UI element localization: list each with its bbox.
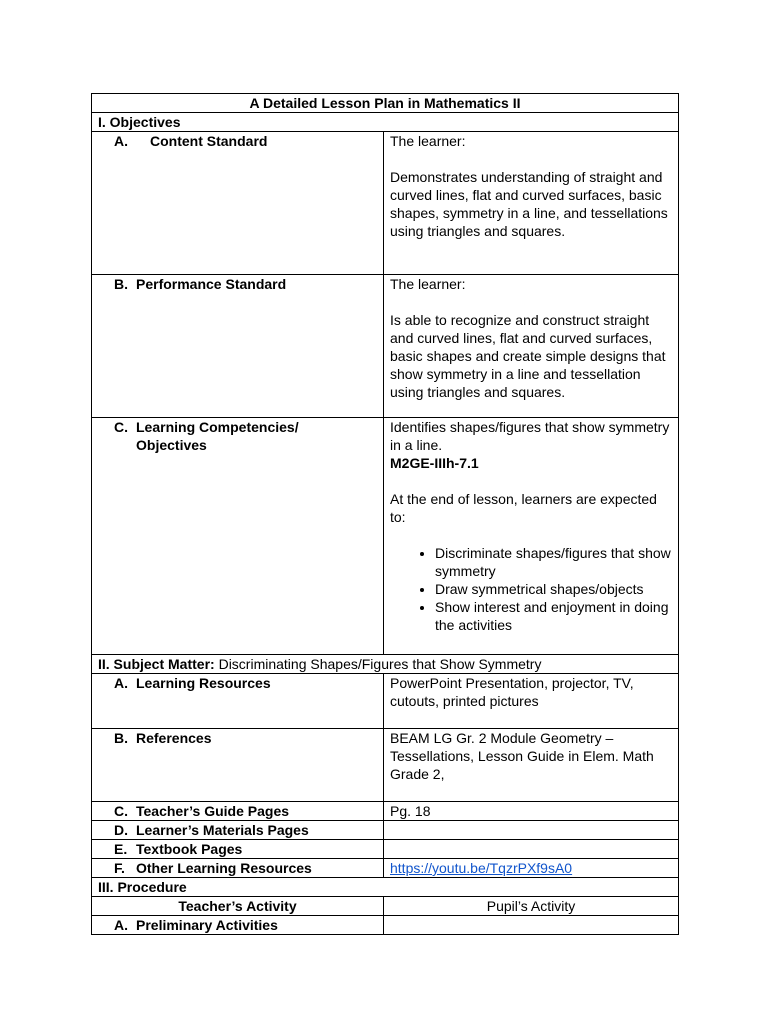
teacher-activity-header: Teacher’s Activity [92,897,384,916]
pupil-activity-header: Pupil’s Activity [384,897,679,916]
teachers-guide-value: Pg. 18 [384,802,679,821]
performance-standard-intro: The learner: [390,276,466,292]
performance-standard-label: B. Performance Standard [92,275,384,418]
content-standard-label: A. Content Standard [92,132,384,275]
learning-competencies-label: C. Learning Competencies/ Objectives [92,418,384,655]
subject-matter-topic: Discriminating Shapes/Figures that Show Symmetry [218,656,542,672]
learners-materials-label: D. Learner’s Materials Pages [92,821,384,840]
preliminary-label: A. Preliminary Activities [92,916,384,935]
youtube-link[interactable]: https://youtu.be/TqzrPXf9sA0 [390,860,573,876]
references-label: B. References [92,729,384,802]
other-resources-label: F. Other Learning Resources [92,859,384,878]
textbook-label: E. Textbook Pages [92,840,384,859]
other-resources-row [92,859,679,878]
objectives-bullet-list [390,544,672,634]
title-row [92,94,679,113]
preliminary-value [384,916,679,935]
learners-materials-value [384,821,679,840]
list-item: • Show interest and enjoyment in doing the activities [435,598,672,634]
objectives-heading-row [92,113,679,132]
performance-standard-row [92,275,679,418]
competency-code: M2GE-IIIh-7.1 [390,455,479,471]
lesson-title: A Detailed Lesson Plan in Mathematics II [92,94,679,113]
learning-resources-label: A. Learning Resources [92,674,384,729]
content-standard-intro: The learner: [390,133,466,149]
performance-standard-value [384,275,679,418]
references-value: BEAM LG Gr. 2 Module Geometry – Tessellations, Lesson Guide in Elem. Math Grade 2, [384,729,679,802]
learning-competencies-value [384,418,679,655]
other-resources-value [384,859,679,878]
references-row [92,729,679,802]
procedure-heading: III. Procedure [92,878,679,897]
procedure-columns-row [92,897,679,916]
content-standard-row [92,132,679,275]
textbook-row [92,840,679,859]
learning-resources-row [92,674,679,729]
teachers-guide-label: C. Teacher’s Guide Pages [92,802,384,821]
content-standard-text: Demonstrates understanding of straight and curved lines, flat and curved surfaces, basic shapes, symmetry in a line, and tessellations using triangles and squares. [390,169,668,239]
learning-competencies-row [92,418,679,655]
subject-matter-heading-cell [92,655,679,674]
procedure-heading-row [92,878,679,897]
learning-resources-value: PowerPoint Presentation, projector, TV, cutouts, printed pictures [384,674,679,729]
teachers-guide-row [92,802,679,821]
learners-materials-row [92,821,679,840]
subject-matter-heading: II. Subject Matter: [98,656,215,672]
performance-standard-text: Is able to recognize and construct straight and curved lines, flat and curved surfaces, basic shapes and create simple designs that show symmetry in a line and tessellation using triangles and squares. [390,312,666,400]
objectives-heading: I. Objectives [92,113,679,132]
list-item: • Draw symmetrical shapes/objects [435,580,672,598]
subject-matter-row [92,655,679,674]
textbook-value [384,840,679,859]
competency-text: Identifies shapes/figures that show symmetry in a line. [390,419,670,453]
content-standard-value [384,132,679,275]
preliminary-row [92,916,679,935]
lesson-plan-table [91,93,679,935]
expected-text: At the end of lesson, learners are expected to: [390,491,657,525]
list-item: • Discriminate shapes/figures that show symmetry [435,544,672,580]
